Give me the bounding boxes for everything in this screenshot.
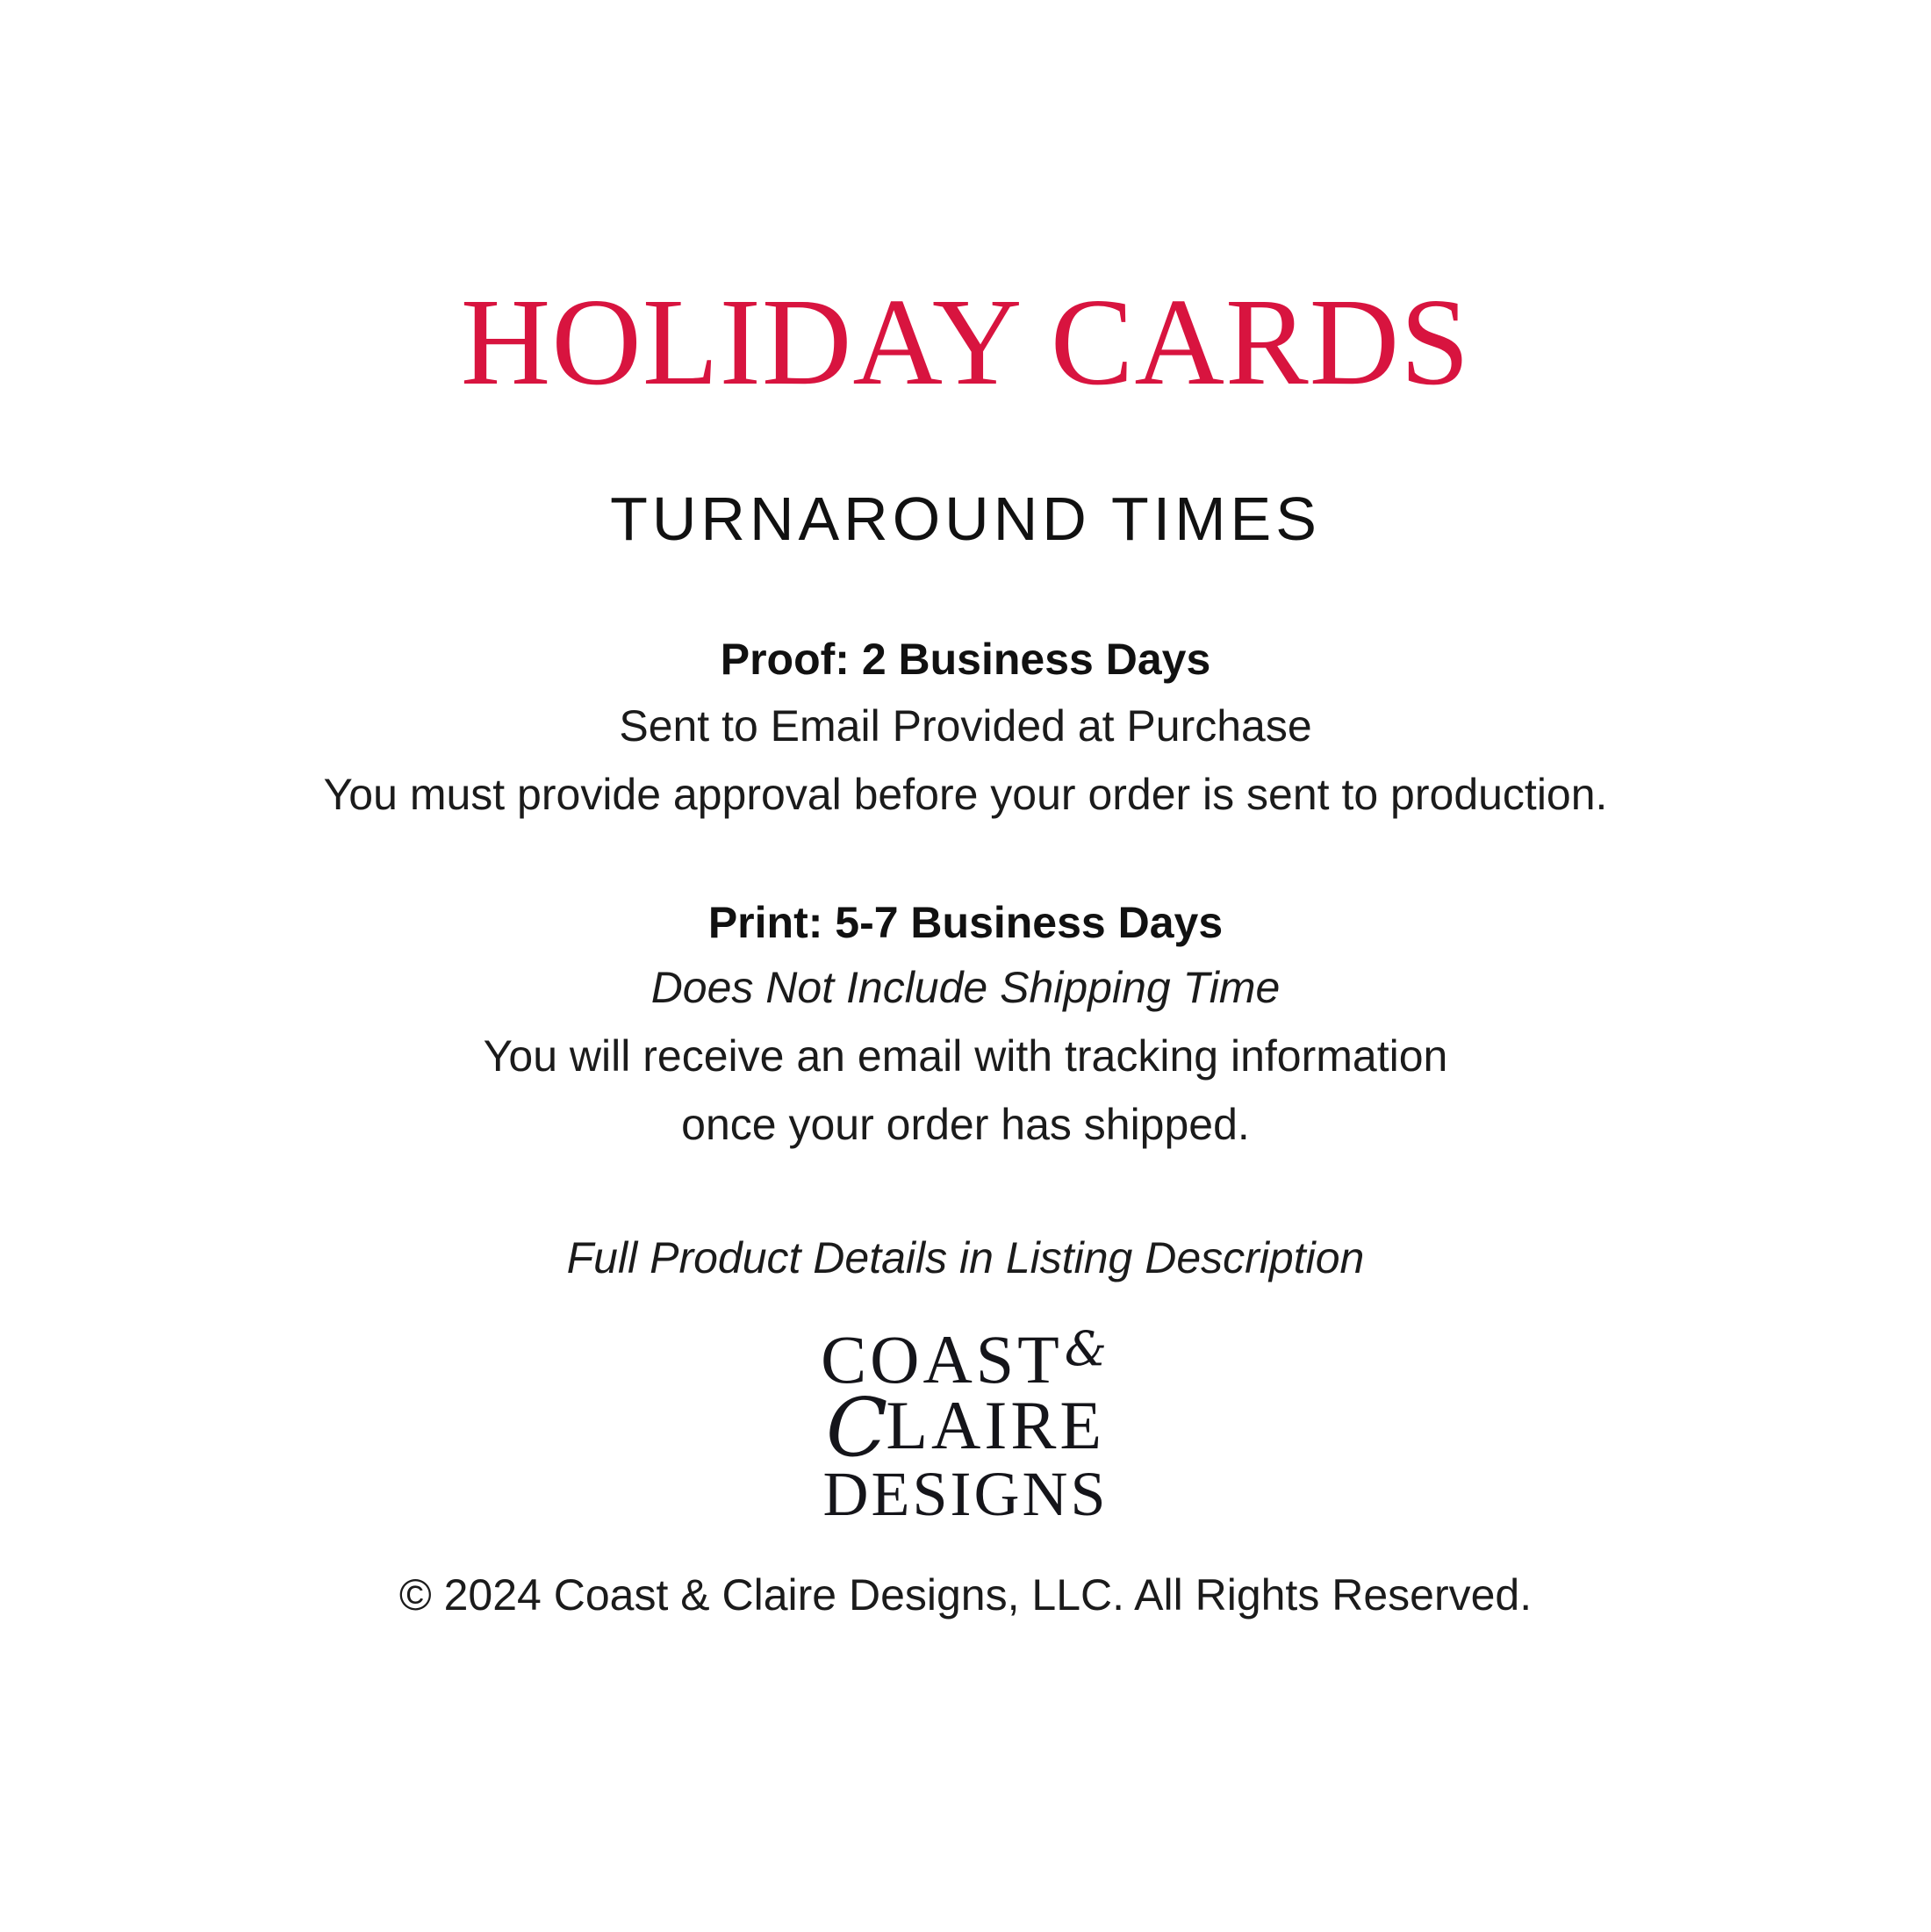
proof-section-line1: Sent to Email Provided at Purchase [619, 701, 1312, 751]
print-section-note: Does Not Include Shipping Time [650, 963, 1281, 1012]
page-subtitle: TURNAROUND TIMES [610, 485, 1321, 553]
coast-and-claire-logo [0, 1321, 1931, 1530]
page-title: HOLIDAY CARDS [460, 272, 1471, 411]
logo-coast-text: COAST [821, 1321, 1063, 1397]
logo-line-claire [0, 1380, 1931, 1475]
copyright-notice: © 2024 Coast & Claire Designs, LLC. All Rights Reserved. [398, 1570, 1533, 1620]
details-note: Full Product Details in Listing Description [566, 1233, 1365, 1282]
proof-section-heading: Proof: 2 Business Days [720, 635, 1211, 684]
print-section-line1: You will receive an email with tracking information [483, 1031, 1448, 1081]
proof-section-line2: You must provide approval before your order is sent to production. [323, 770, 1608, 819]
print-section-line2: once your order has shipped. [681, 1100, 1250, 1149]
logo-line-designs: DESIGNS [822, 1459, 1109, 1530]
logo-claire-text: LAIRE [886, 1386, 1106, 1463]
logo-line-coast [0, 1321, 1931, 1397]
print-section-heading: Print: 5-7 Business Days [707, 898, 1224, 947]
logo-ampersand: & [1064, 1321, 1110, 1376]
logo-claire-initial: C [825, 1380, 892, 1475]
